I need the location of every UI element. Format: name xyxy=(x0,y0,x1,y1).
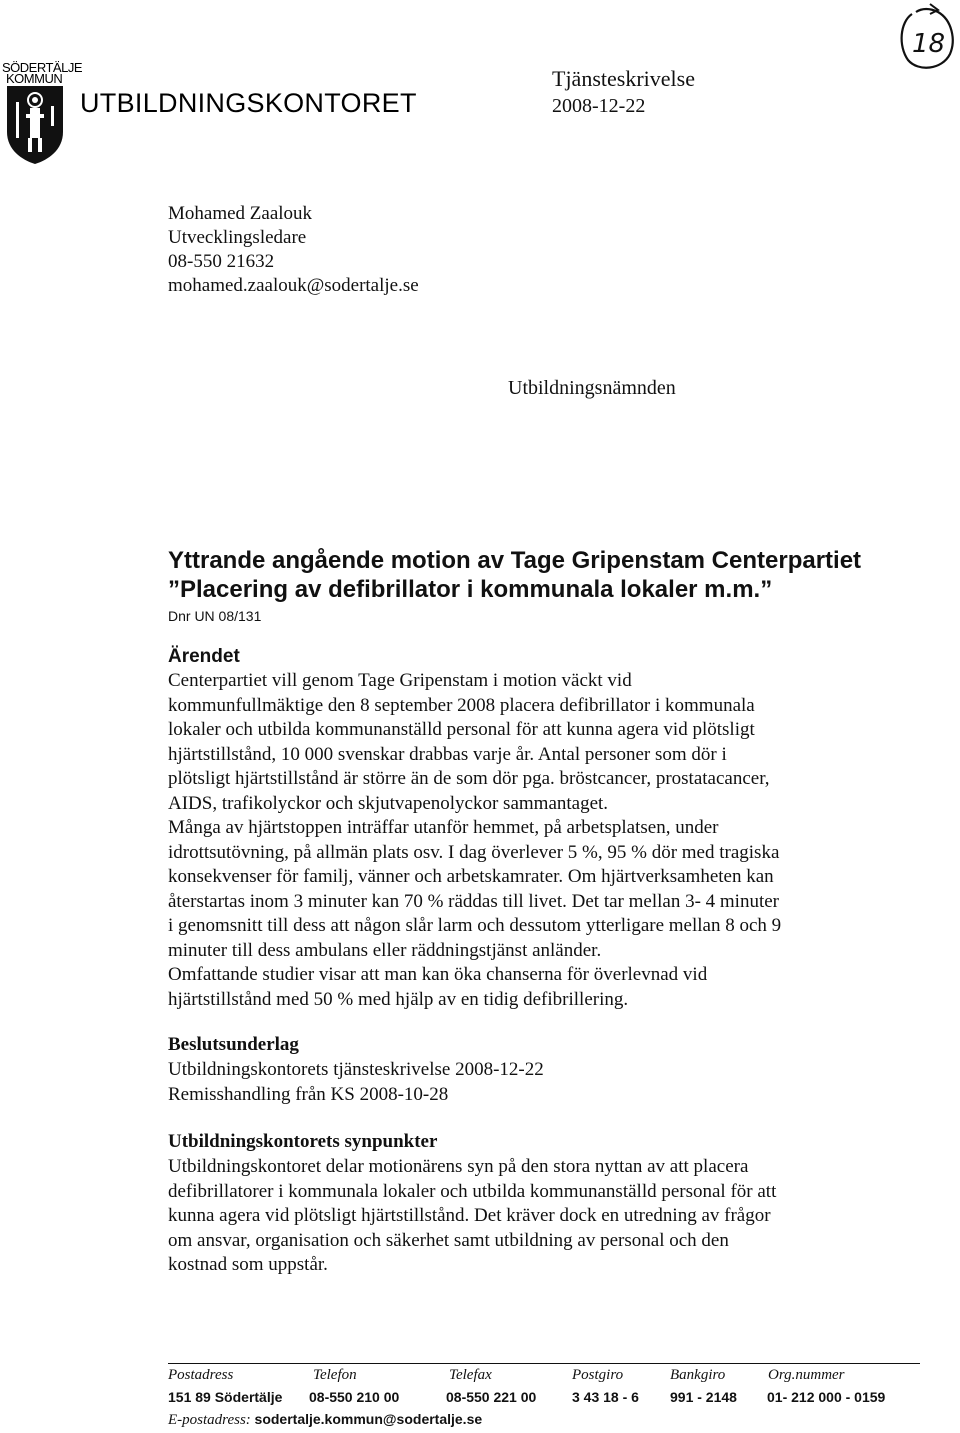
arendet-line: Centerpartiet vill genom Tage Gripenstam i motion väckt vid xyxy=(168,670,632,691)
arendet-line: Många av hjärtstoppen inträffar utanför hemmet, på arbetsplatsen, under xyxy=(168,817,719,838)
footer-label-postadress: Postadress xyxy=(168,1367,234,1383)
sender-role: Utvecklingsledare xyxy=(168,227,307,248)
department-name: UTBILDNINGSKONTORET xyxy=(80,88,417,118)
footer-value-postgiro: 3 43 18 - 6 xyxy=(572,1389,639,1405)
title-line-1: Yttrande angående motion av Tage Gripenstam Centerpartiet xyxy=(168,547,862,574)
footer-value-orgnummer: 01- 212 000 - 0159 xyxy=(767,1389,886,1405)
arendet-line: kommunfullmäktige den 8 september 2008 placera defibrillator i kommunala xyxy=(168,694,755,716)
sender-email: mohamed.zaalouk@sodertalje.se xyxy=(168,275,419,296)
arendet-line: lokaler och utbilda kommunanställd personal för att kunna agera vid plötsligt xyxy=(168,719,755,740)
footer-rule xyxy=(168,1363,920,1364)
logo-line-2: KOMMUN xyxy=(6,71,63,86)
sender-name: Mohamed Zaalouk xyxy=(168,203,313,224)
arendet-line: Omfattande studier visar att man kan öka chanserna för överlevnad vid xyxy=(168,964,708,985)
synpunkter-line: kunna agera vid plötsligt hjärtstillstånd. Det kräver dock en utredning av frågor xyxy=(168,1205,771,1226)
beslutsunderlag-heading: Beslutsunderlag xyxy=(168,1034,299,1055)
logo-line-1: SÖDERTÄLJE xyxy=(2,60,83,75)
arendet-body xyxy=(168,669,888,1012)
arendet-line: hjärtstillstånd, 10 000 svenskar drabbas varje år. Antal personer som dör i xyxy=(168,743,727,765)
footer-value-bankgiro: 991 - 2148 xyxy=(670,1389,737,1405)
footer-labels xyxy=(0,1367,960,1387)
arendet-line: i genomsnitt till dess att någon slår larm och dessutom ytterligare mellan 8 och 9 xyxy=(168,915,782,936)
footer-email-value: sodertalje.kommun@sodertalje.se xyxy=(254,1411,483,1427)
municipality-logo-text xyxy=(2,62,82,84)
beslutsunderlag-body xyxy=(168,1058,868,1107)
title-line-2: ”Placering av defibrillator i kommunala lokaler m.m.” xyxy=(168,576,773,603)
arendet-line: AIDS, trafikolyckor och skjutvapenolyckor sammantaget. xyxy=(168,792,609,814)
footer-label-postgiro: Postgiro xyxy=(572,1367,624,1383)
footer-label-telefon: Telefon xyxy=(313,1367,357,1383)
document-date: 2008-12-22 xyxy=(552,95,646,117)
arendet-line: idrottsutövning, på allmän plats osv. I dag överlever 5 %, 95 % dör med tragiska xyxy=(168,841,780,863)
coat-of-arms-icon xyxy=(4,84,66,166)
synpunkter-body xyxy=(168,1155,868,1278)
sender-phone: 08-550 21632 xyxy=(168,251,275,272)
footer-email xyxy=(168,1411,482,1429)
case-number: Dnr UN 08/131 xyxy=(168,608,262,624)
arendet-line: minuter till dess ambulans eller räddningstjänst anländer. xyxy=(168,939,602,961)
footer-label-orgnummer: Org.nummer xyxy=(768,1367,845,1383)
arendet-line: hjärtstillstånd med 50 % med hjälp av en tidig defibrillering. xyxy=(168,988,629,1010)
sender-block xyxy=(168,202,419,298)
document-title xyxy=(168,546,861,604)
synpunkter-heading: Utbildningskontorets synpunkter xyxy=(168,1131,438,1152)
beslutsunderlag-line: Remisshandling från KS 2008-10-28 xyxy=(168,1083,449,1105)
arendet-line: plötsligt hjärtstillstånd är större än de som dör pga. bröstcancer, prostatacancer, xyxy=(168,768,770,789)
synpunkter-line: om ansvar, organisation och säkerhet samt utbildning av personal och den xyxy=(168,1229,729,1251)
document-type: Tjänsteskrivelse xyxy=(552,66,695,91)
footer-value-telefon: 08-550 210 00 xyxy=(309,1389,400,1405)
handwritten-page-number xyxy=(892,2,958,74)
footer-values xyxy=(0,1389,960,1409)
footer-label-telefax: Telefax xyxy=(449,1367,492,1383)
page-mark-text: 18 xyxy=(912,29,946,59)
footer-value-telefax: 08-550 221 00 xyxy=(446,1389,537,1405)
synpunkter-line: Utbildningskontoret delar motionärens syn på den stora nyttan av att placera xyxy=(168,1156,749,1177)
beslutsunderlag-line: Utbildningskontorets tjänsteskrivelse 2008-12-22 xyxy=(168,1059,544,1080)
recipient: Utbildningsnämnden xyxy=(508,377,676,399)
arendet-line: konsekvenser för familj, vänner och arbetskamrater. Om hjärtverksamheten kan xyxy=(168,866,774,887)
footer-label-bankgiro: Bankgiro xyxy=(670,1367,726,1383)
arendet-line: återstartas inom 3 minuter kan 70 % räddas till livet. Det tar mellan 3- 4 minuter xyxy=(168,890,779,912)
footer-value-postadress: 151 89 Södertälje xyxy=(168,1389,283,1405)
synpunkter-line: kostnad som uppstår. xyxy=(168,1254,328,1275)
footer-email-label: E-postadress: xyxy=(168,1412,251,1428)
arendet-heading: Ärendet xyxy=(168,646,240,667)
synpunkter-line: defibrillatorer i kommunala lokaler och utbilda kommunanställd personal för att xyxy=(168,1180,777,1202)
